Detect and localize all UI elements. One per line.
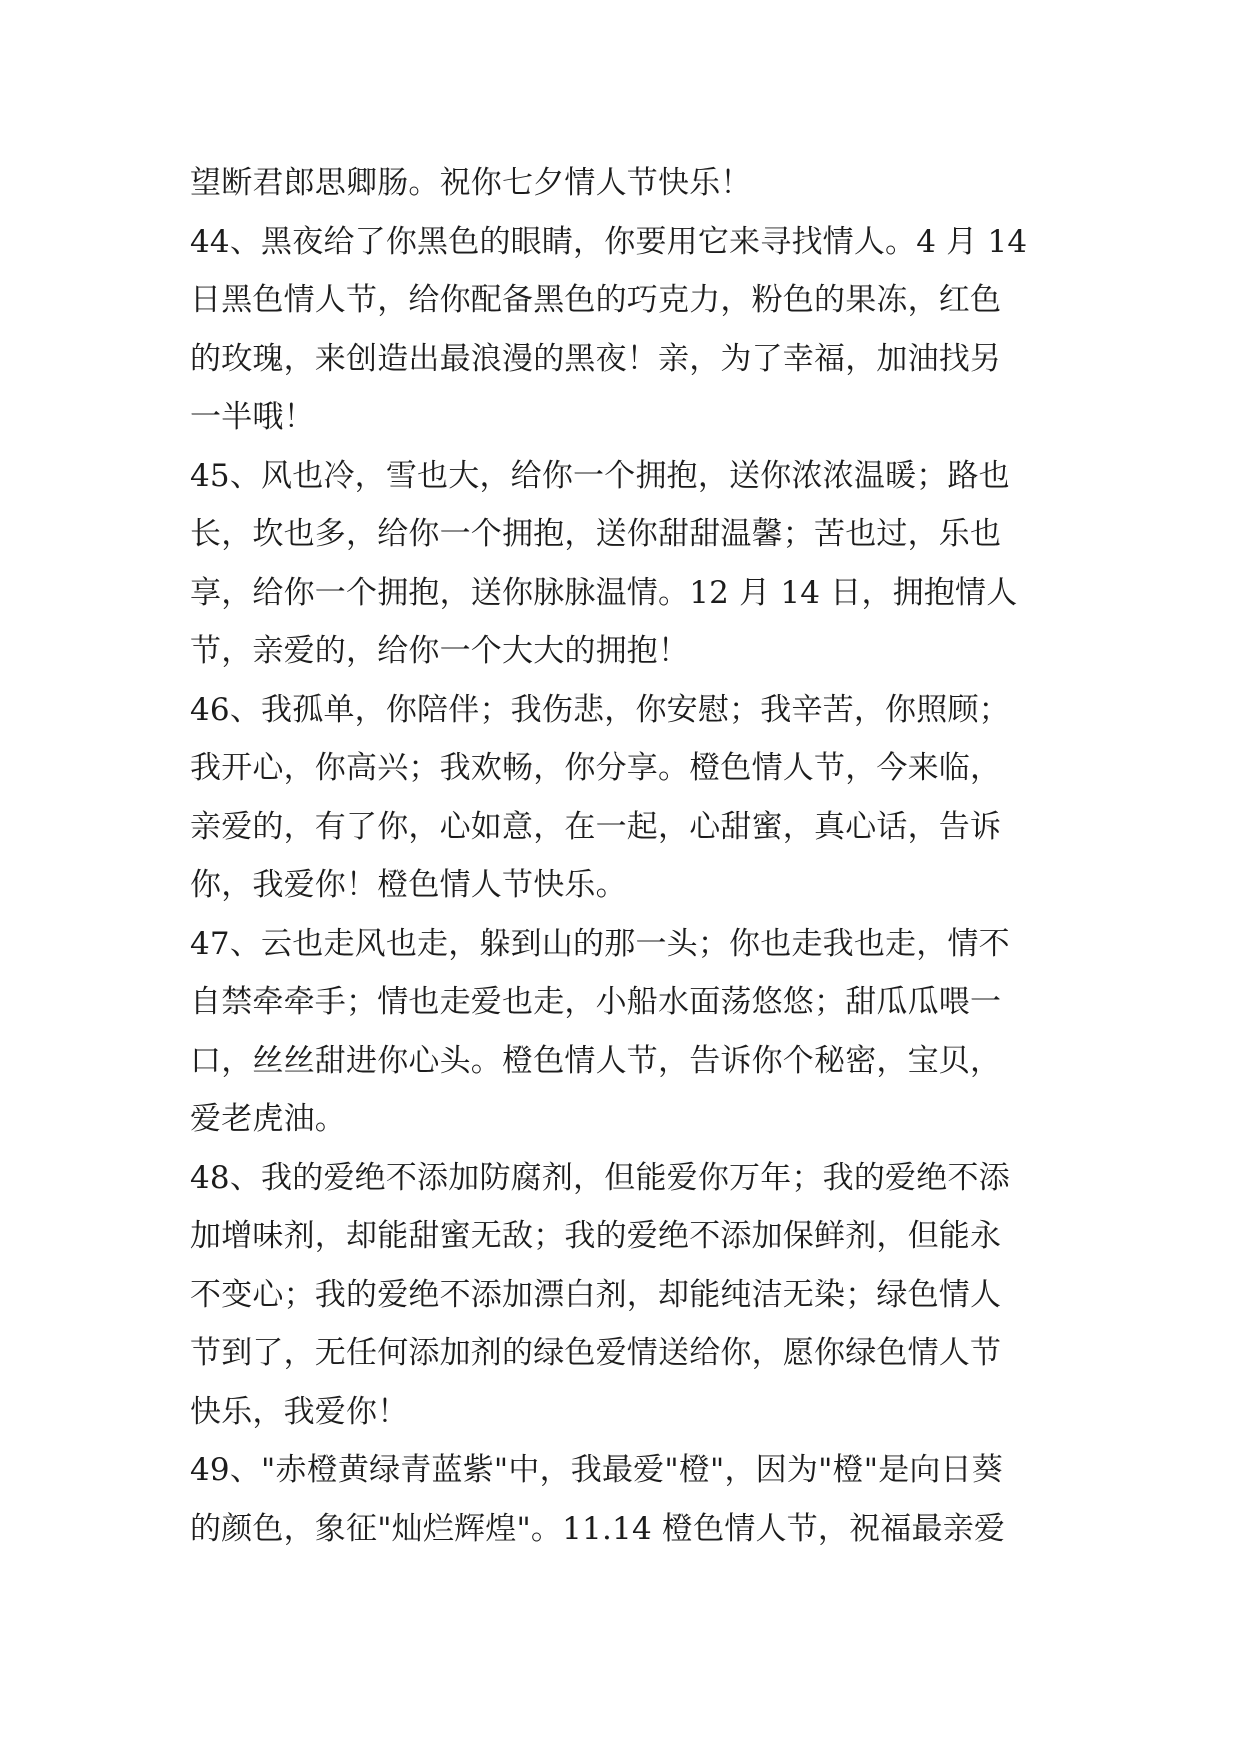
text-line: 的玫瑰，来创造出最浪漫的黑夜！亲，为了幸福，加油找另 [190,340,1002,377]
text-line: 快乐，我爱你！ [190,1393,409,1430]
text-line: 49、"赤橙黄绿青蓝紫"中，我最爱"橙"，因为"橙"是向日葵 [190,1452,1003,1488]
text-line: 爱老虎油。 [190,1101,346,1137]
text-line: 享，给你一个拥抱，送你脉脉温情。12 月 14 日，拥抱情人 [190,574,1018,611]
text-line: 48、我的爱绝不添加防腐剂，但能爱你万年；我的爱绝不添 [190,1159,1010,1196]
text-line: 45、风也冷，雪也大，给你一个拥抱，送你浓浓温暖；路也 [190,457,1010,494]
text-line: 长，坎也多，给你一个拥抱，送你甜甜温馨；苦也过，乐也 [190,516,1002,552]
text-line: 我开心，你高兴；我欢畅，你分享。橙色情人节，今来临， [190,750,1002,786]
text-line: 的颜色，象征"灿烂辉煌"。11.14 橙色情人节，祝福最亲爱 [190,1510,1006,1547]
text-line: 自禁牵牵手；情也走爱也走，小船水面荡悠悠；甜瓜瓜喂一 [190,984,1002,1020]
text-line: 望断君郎思卿肠。祝你七夕情人节快乐！ [190,165,752,201]
text-line: 不变心；我的爱绝不添加漂白剂，却能纯洁无染；绿色情人 [190,1276,1002,1313]
document-body [190,154,1070,1558]
text-line: 你，我爱你！橙色情人节快乐。 [190,867,627,903]
text-line: 日黑色情人节，给你配备黑色的巧克力，粉色的果冻，红色 [190,282,1002,318]
text-line: 44、黑夜给了你黑色的眼睛，你要用它来寻找情人。4 月 14 [190,223,1028,260]
text-line: 47、云也走风也走，躲到山的那一头；你也走我也走，情不 [190,925,1010,962]
text-line: 46、我孤单，你陪伴；我伤悲，你安慰；我辛苦，你照顾； [190,691,1010,728]
text-line: 一半哦！ [190,399,315,435]
text-line: 加增味剂，却能甜蜜无敌；我的爱绝不添加保鲜剂，但能永 [190,1218,1002,1254]
text-line: 节到了，无任何添加剂的绿色爱情送给你，愿你绿色情人节 [190,1335,1002,1371]
text-line: 亲爱的，有了你，心如意，在一起，心甜蜜，真心话，告诉 [190,808,1002,845]
text-line: 节，亲爱的，给你一个大大的拥抱！ [190,633,690,669]
text-line: 口，丝丝甜进你心头。橙色情人节，告诉你个秘密，宝贝， [190,1042,1002,1079]
